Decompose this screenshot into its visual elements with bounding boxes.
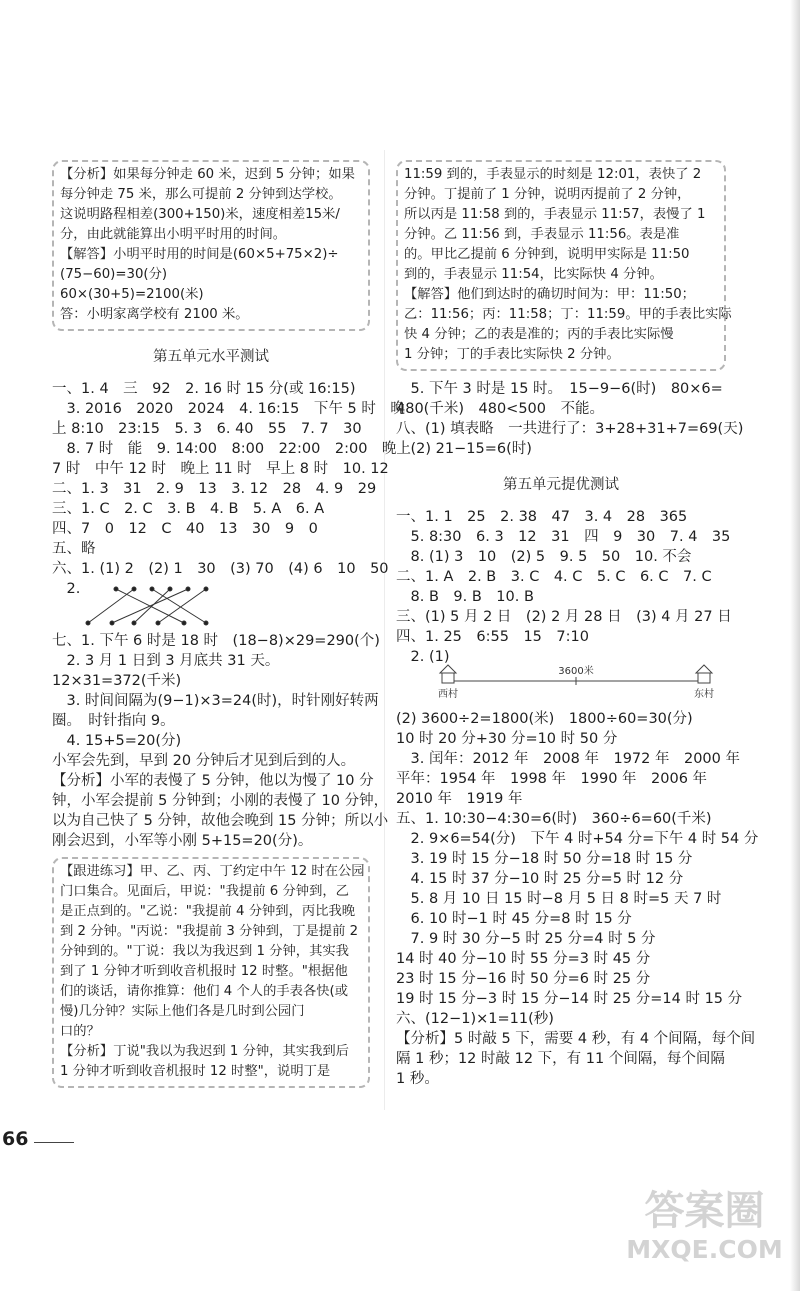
text-line: 四、7 0 12 C 40 13 30 9 0 bbox=[52, 521, 318, 537]
matching-lines-diagram bbox=[66, 585, 226, 627]
text-line: 23 时 15 分−16 时 50 分=6 时 25 分 bbox=[396, 971, 651, 987]
text-line: 5. 下午 3 时是 15 时。 15−9−6(时) 80×6= bbox=[396, 381, 723, 397]
text-line: 每分钟走 75 米，那么可提前 2 分钟到达学校。 bbox=[60, 187, 342, 202]
text-line: 【分析】5 时敲 5 下，需要 4 秒，有 4 个间隔，每个间 bbox=[396, 1031, 756, 1047]
text-line: (75−60)=30(分) bbox=[60, 267, 168, 282]
text-line: 4. 15 时 37 分−10 时 25 分=5 时 12 分 bbox=[396, 871, 684, 887]
text-line: 分钟到的。"丁说：我以为我迟到 1 分钟，其实我 bbox=[60, 944, 349, 959]
text-line: 八、(1) 填表略 一共进行了：3+28+31+7=69(天) bbox=[396, 421, 744, 437]
right-column bbox=[396, 160, 759, 1089]
text-line: 一、1. 4 三 92 2. 16 时 15 分(或 16:15) bbox=[52, 381, 356, 397]
text-line: 分，由此就能算出小明平时用的时间。 bbox=[60, 227, 287, 242]
text-line: 乙：11:56；丙：11:58；丁：11:59。甲的手表比实际 bbox=[404, 307, 732, 322]
text-line: 隔 1 秒；12 时敲 12 下，有 11 个间隔，每个间隔 bbox=[396, 1051, 725, 1067]
text-line: 【跟进练习】甲、乙、丙、丁约定中午 12 时在公园 bbox=[60, 864, 365, 879]
watermark-logo bbox=[612, 1188, 797, 1266]
text-line: 分钟。乙 11:56 到，手表显示 11:56。表是准 bbox=[404, 227, 680, 242]
practice-box bbox=[52, 857, 370, 1088]
text-line: 慢)几分钟？实际上他们各是几时到公园门 bbox=[60, 1004, 305, 1019]
text-line: 刚会迟到，小军等小刚 5+15=20(分)。 bbox=[52, 833, 313, 849]
text-line: 门口集合。见面后，甲说："我提前 6 分钟到，乙 bbox=[60, 884, 349, 899]
text-line: (2) 21−15=6(时) bbox=[396, 441, 532, 457]
text-line: 四、1. 25 6:55 15 7:10 bbox=[396, 629, 589, 645]
text-line: 【分析】如果每分钟走 60 米，迟到 5 分钟；如果 bbox=[60, 167, 355, 182]
text-line: 480(千米) 480<500 不能。 bbox=[396, 401, 604, 417]
text-line: 们的谈话，请你推算：他们 4 个人的手表各快(或 bbox=[60, 984, 349, 999]
text-line: 一、1. 1 25 2. 38 47 3. 4 28 365 bbox=[396, 509, 688, 525]
text-line: 2. 9×6=54(分) 下午 4 时+54 分=下午 4 时 54 分 bbox=[396, 831, 759, 847]
text-line: 7. 9 时 30 分−5 时 25 分=4 时 5 分 bbox=[396, 931, 656, 947]
text-line: 60×(30+5)=2100(米) bbox=[60, 287, 204, 302]
answers-block-3 bbox=[396, 379, 744, 459]
west-village-label: 西村 bbox=[438, 689, 458, 700]
text-line: 三、1. C 2. C 3. B 4. B 5. A 6. A bbox=[52, 501, 325, 517]
answers-block-5 bbox=[396, 709, 759, 1089]
column-divider bbox=[384, 150, 385, 1110]
text-line: 19 时 15 分−3 时 15 分−14 时 25 分=14 时 15 分 bbox=[396, 991, 743, 1007]
text-line: 六、1. (1) 2 (2) 1 30 (3) 70 (4) 6 10 50 bbox=[52, 561, 389, 577]
text-line: 10 时 20 分+30 分=10 时 50 分 bbox=[396, 731, 618, 747]
text-line: 5. 8 月 10 日 15 时−8 月 5 日 8 时=5 天 7 时 bbox=[396, 891, 722, 907]
house-icon bbox=[696, 665, 712, 673]
distance-diagram bbox=[426, 661, 746, 707]
page-number-rule bbox=[34, 1142, 74, 1143]
page-number: 66 bbox=[2, 1128, 29, 1150]
section-heading: 第五单元水平测试 bbox=[153, 349, 269, 365]
text-line: 3. 时间间隔为(9−1)×3=24(时)，时针刚好转两 bbox=[52, 693, 379, 709]
distance-label: 3600米 bbox=[558, 666, 594, 677]
text-line: 钟，小军会提前 5 分钟到；小刚的表慢了 10 分钟， bbox=[52, 793, 389, 809]
text-line: 2. bbox=[52, 581, 81, 597]
text-line: 11:59 到的，手表显示的时刻是 12:01，表快了 2 bbox=[404, 167, 702, 182]
text-line: 快 4 分钟；乙的表是准的；丙的手表比实际慢 bbox=[404, 327, 674, 342]
text-line: 所以丙是 11:58 到的，手表显示 11:57，表慢了 1 bbox=[404, 207, 706, 222]
text-line: 的。甲比乙提前 6 分钟到，说明甲实际是 11:50 bbox=[404, 247, 690, 262]
text-line: (2) 3600÷2=1800(米) 1800÷60=30(分) bbox=[396, 711, 693, 727]
watermark-text: 答案圈 bbox=[644, 1188, 765, 1234]
text-line: 七、1. 下午 6 时是 18 时 (18−8)×29=290(个) bbox=[52, 633, 380, 649]
text-line: 答：小明家离学校有 2100 米。 bbox=[60, 307, 249, 322]
text-line: 小军会先到，早到 20 分钟后才见到后到的人。 bbox=[52, 753, 356, 769]
text-line: 口的？ bbox=[60, 1024, 100, 1039]
left-column bbox=[52, 160, 411, 1096]
text-line: 二、1. A 2. B 3. C 4. C 5. C 6. C 7. C bbox=[396, 569, 712, 585]
text-line: 2010 年 1919 年 bbox=[396, 791, 523, 807]
text-line: 1 分钟才听到收音机报时 12 时整"，说明丁是 bbox=[60, 1064, 331, 1079]
answers-block-2 bbox=[52, 631, 389, 851]
text-line: 到了 1 分钟才听到收音机报时 12 时整。"根据他 bbox=[60, 964, 348, 979]
text-line: 5. 8:30 6. 3 12 31 四 9 30 7. 4 35 bbox=[396, 529, 731, 545]
text-line: 以为自己快了 5 分钟，故他会晚到 15 分钟；所以小 bbox=[52, 813, 389, 829]
text-line: 【解答】他们到达时的确切时间为：甲：11:50； bbox=[404, 287, 695, 302]
text-line: 8. 7 时 能 9. 14:00 8:00 22:00 2:00 晚上 bbox=[52, 441, 411, 457]
text-line: 到的，手表显示 11:54，比实际快 4 分钟。 bbox=[404, 267, 663, 282]
text-line: 三、(1) 5 月 2 日 (2) 2 月 28 日 (3) 4 月 27 日 bbox=[396, 609, 732, 625]
text-line: 二、1. 3 31 2. 9 13 3. 12 28 4. 9 29 bbox=[52, 481, 377, 497]
text-line: 3. 闰年：2012 年 2008 年 1972 年 2000 年 bbox=[396, 751, 740, 767]
text-line: 五、略 bbox=[52, 541, 96, 557]
text-line: 平年：1954 年 1998 年 1990 年 2006 年 bbox=[396, 771, 708, 787]
text-line: 6. 10 时−1 时 45 分=8 时 15 分 bbox=[396, 911, 632, 927]
text-line: 六、(12−1)×1=11(秒) bbox=[396, 1011, 554, 1027]
text-line: 是正点到的。"乙说："我提前 4 分钟到，丙比我晚 bbox=[60, 904, 356, 919]
section-heading: 第五单元提优测试 bbox=[503, 477, 619, 493]
answers-block-4 bbox=[396, 507, 732, 667]
house-icon bbox=[698, 673, 710, 683]
text-line: 圈。 时针指向 9。 bbox=[52, 713, 175, 729]
text-line: 4. 15+5=20(分) bbox=[52, 733, 182, 749]
text-line: 【分析】小军的表慢了 5 分钟，他以为慢了 10 分 bbox=[52, 773, 374, 789]
east-village-label: 东村 bbox=[694, 689, 714, 700]
text-line: 12×31=372(千米) bbox=[52, 673, 182, 689]
text-line: 3. 2016 2020 2024 4. 16:15 下午 5 时 晚 bbox=[52, 401, 405, 417]
text-line: 8. B 9. B 10. B bbox=[396, 589, 534, 605]
text-line: 2. 3 月 1 日到 3 月底共 31 天。 bbox=[52, 653, 280, 669]
text-line: 3. 19 时 15 分−18 时 50 分=18 时 15 分 bbox=[396, 851, 693, 867]
answers-block-1 bbox=[52, 379, 411, 599]
text-line: 上 8:10 23:15 5. 3 6. 40 55 7. 7 30 bbox=[52, 421, 362, 437]
text-line: 7 时 中午 12 时 晚上 11 时 早上 8 时 10. 12 bbox=[52, 461, 389, 477]
analysis-box-continued bbox=[396, 160, 732, 371]
text-line: 1 分钟；丁的手表比实际快 2 分钟。 bbox=[404, 347, 620, 362]
text-line: 1 秒。 bbox=[396, 1071, 439, 1087]
text-line: 分钟。丁提前了 1 分钟，说明丙提前了 2 分钟， bbox=[404, 187, 691, 202]
house-icon bbox=[442, 673, 454, 683]
text-line: 8. (1) 3 10 (2) 5 9. 5 50 10. 不会 bbox=[396, 549, 692, 565]
text-line: 【解答】小明平时用的时间是(60×5+75×2)÷ bbox=[60, 247, 339, 262]
text-line: 到 2 分钟。"丙说："我提前 3 分钟到，丁是提前 2 bbox=[60, 924, 359, 939]
text-line: 2. (1) bbox=[396, 649, 450, 665]
watermark-url: MXQE.COM bbox=[626, 1235, 783, 1264]
page-edge-shadow bbox=[790, 0, 800, 1291]
text-line: 14 时 40 分−10 时 55 分=3 时 45 分 bbox=[396, 951, 651, 967]
text-line: 这说明路程相差(300+150)米，速度相差15米/ bbox=[60, 207, 340, 222]
text-line: 【分析】丁说"我以为我迟到 1 分钟，其实我到后 bbox=[60, 1044, 349, 1059]
text-line: 五、1. 10:30−4:30=6(时) 360÷6=60(千米) bbox=[396, 811, 712, 827]
analysis-box-1 bbox=[52, 160, 370, 331]
